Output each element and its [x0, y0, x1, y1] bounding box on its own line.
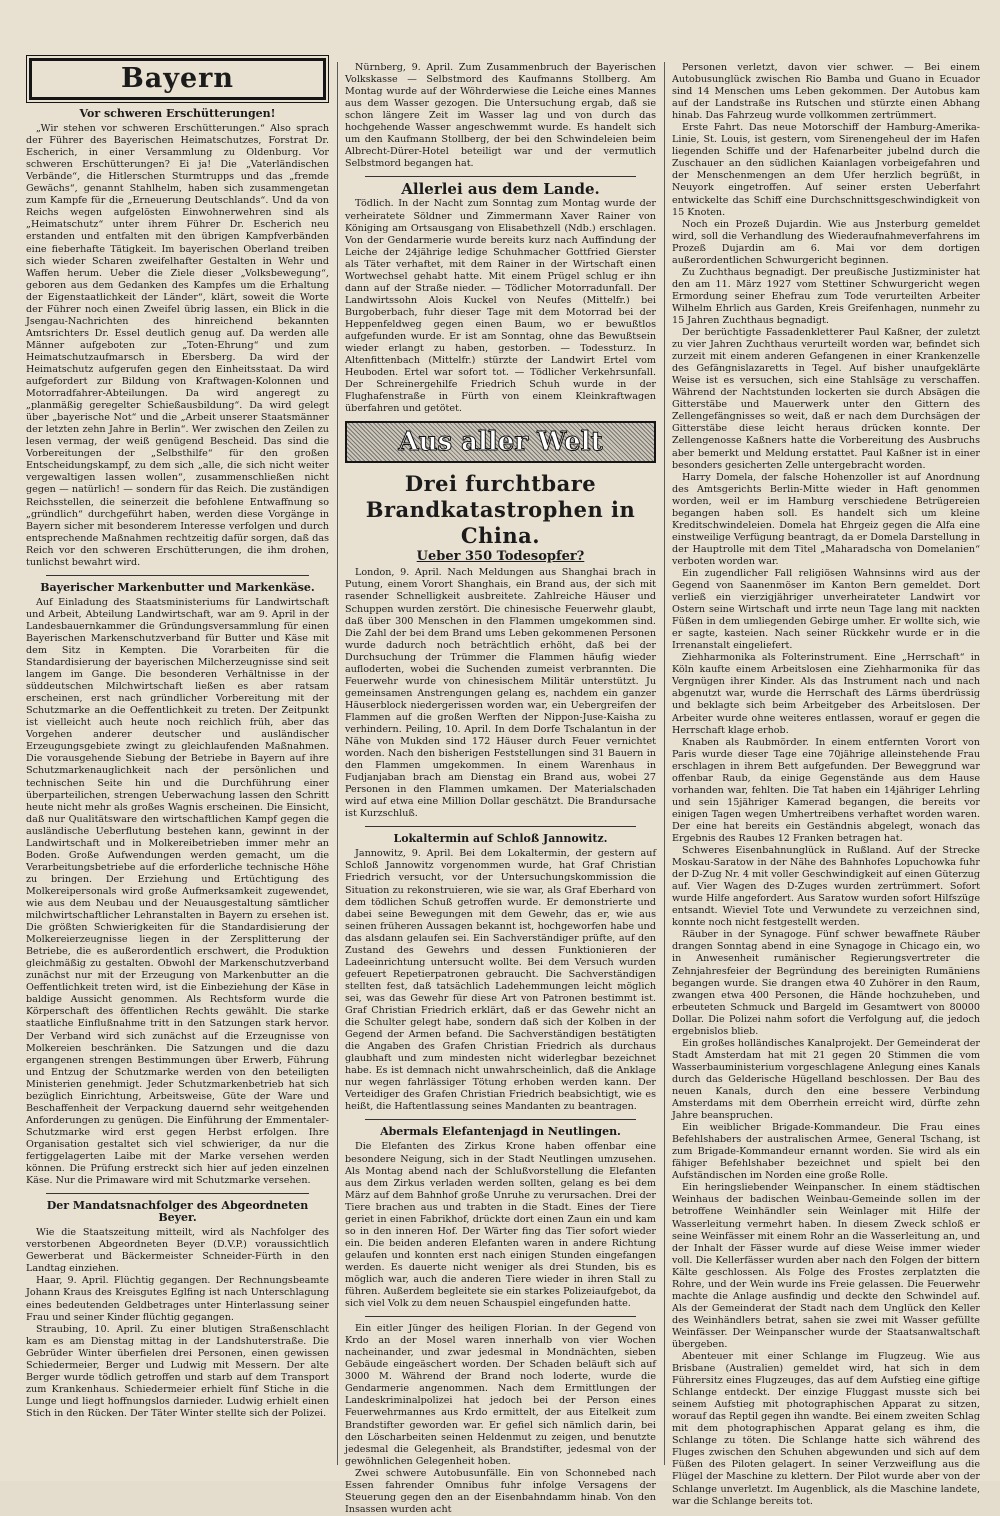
article-headline: Allerlei aus dem Lande.	[401, 180, 600, 199]
divider	[46, 1193, 309, 1194]
divider	[365, 1316, 636, 1317]
divider	[46, 575, 309, 576]
news-item: Nürnberg, 9. April. Zum Zusammenbruch der Bayerischen Volkskasse — Selbstmord des Kaufmanns Stollberg. Am Montag wurde auf der Wöhrderwiese die Leiche eines Mannes aus dem Wasser gezogen. Die Untersuchung ergab, daß sie schon längere Zeit im Wasser lag und von durch das hochgehende Wasser angeschwemmt wurde. Es handelt sich um den Kaufmann Stollberg, der bei den Schwindeleien beim Albrecht-Dürer-Hotel beteiligt war und der vermutlich Selbstmord begangen hat.	[345, 62, 656, 170]
divider	[365, 826, 636, 827]
article-body: Die Elefanten des Zirkus Krone haben offenbar eine besondere Neigung, sich in der Stadt Neutlingen umzusehen. Als Montag abend nach der Schlußvorstellung die Elefanten aus dem Zirkus verladen werden sollten, gelang es bei dem März auf dem Bahnhof große Unruhe zu verursachen. Drei der Tiere brachen aus und trabten in die Stadt. Eines der Tiere geriet in einen Fabrikhof, drückte dort einen Zaun ein und kam so in den inneren Hof. Der Wärter fing das Tier sofort wieder ein. Die beiden anderen Elefanten waren in andere Richtung gelaufen und konnten erst nach einigen Stunden eingefangen werden. Es dauerte nicht weniger als drei Stunden, bis es möglich war, auch die anderen Tiere wieder in ihren Stall zu führen. Außerdem begleitete sie ein starkes Polizeiaufgebot, da sich viel Volk zu dem neuen Schauspiel eingefunden hatte.	[345, 1141, 656, 1310]
news-item: Personen verletzt, davon vier schwer. — Bei einem Autobusunglück zwischen Rio Bamba und Guano in Ecuador sind 14 Menschen ums Leben gekommen. Der Autobus kam auf der Landstraße ins Rutschen und stürzte einen Abhang hinab. Das Fahrzeug wurde vollkommen zertrümmert.	[672, 62, 980, 122]
news-item: Haar, 9. April. Flüchtig gegangen. Der Rechnungsbeamte Johann Kraus des Kreisgutes Eglfing ist nach Unterschlagung eines bedeutenden Geldbetrages unter Hinterlassung seiner Frau und seiner Kinder flüchtig gegangen.	[26, 1275, 329, 1323]
sub-headline: Ueber 350 Todesopfer?	[416, 549, 585, 565]
news-item: Ein heringsliebender Weinpanscher. In einem städtischen Weinhaus der badischen Weinbau-Gemeinde sollen im der betroffene Weinhändler sein Weinlager mit Hilfe der Wasserleitung vermehrt haben. In diesem Zweck schloß er seine Weinfässer mit einem Rohr an die Wasserleitung an, und der Inhalt der Fässer wurde auf diese Weise immer wieder voll. Die Kellerfässer wurden aber nach den Folgen der bittern Kälte geschlossen. Als Folge des Frostes zerplatzten die Rohre, und der Wein wurde ins Freie gelassen. Die Feuerwehr machte die Anlage ausfindig und deckte den Schwindel auf. Als der Gemeinderat der Stadt nach dem Unglück den Keller des Weinhändlers betrat, sahen sie zwei mit Wasser gefüllte Weinfässer. Der Weinpanscher wurde der Staatsanwaltschaft übergeben.	[672, 1182, 980, 1350]
column-rule	[664, 62, 665, 1465]
article-body: „Wir stehen vor schweren Erschütterungen.“ Also sprach der Führer des Bayerischen Heimatschutzes, Forstrat Dr. Escherich, in einer Versammlung zu Oldenburg. Vor schweren Erschütterungen? Ei ja! Die „Vaterländischen Verbände“, die Hitlerschen Sturmtrupps und das „fremde Gewächs“, genannt Stahlhelm, haben sich zusammengetan zum Kampfe für die „Erneuerung Deutschlands“. Und da von Reichs wegen aufgelösten Einwohnerwehren sind als „Heimatschutz“ unter ihrem Führer Dr. Escherich neu erstanden und entfalten mit den übrigen Kampfverbänden eine fieberhafte Tätigkeit. Im bayerischen Oberland treiben sich wieder Scharen zweifelhafter Gestalten in Wehr und Waffen herum. Ueber die Ziele dieser „Volksbewegung“, geboren aus dem Gedanken des Kampfes um die Erhaltung der Eigenstaatlichkeit der Länder“, klärt, soweit die Worte der Führer noch einen Zweifel übrig lassen, ein Blick in die Jsengau-Nachrichten des hinreichend bekannten Amtsrichters Dr. Essel deutlich genug auf. Da werden alle Männer aufgeboten zur „Toten-Ehrung“ und zum Heimatschutzaufmarsch in Ebersberg. Da wird der Heimatschutz aufgerufen gegen den Einheitsstaat. Da wird aufgefordert zur Bildung von Kraftwagen-Kolonnen und Motorradfahrer-Abteilungen. Da wird angeregt zu „planmäßig geregelter Schießausbildung“. Da wird gelegt über „bayerische Not“ und die „Arbeit unserer Staatsmänner der letzten zehn Jahre in Berlin“. Wer zwischen den Zeilen zu lesen vermag, der weiß genügend Bescheid. Das sind die Vorbereitungen der „Selbsthilfe“ für den großen Entscheidungskampf, zu dem sich „alle, die sich nicht weiter vergewaltigen lassen wollen“, zusammenschließen nicht gegen — natürlich! — sondern für das Reich. Die zuständigen Reichsstellen, die seinerzeit die befohlene Entwaffnung so „gründlich“ durchgeführt haben, werden diese Vorgänge in Bayern sicher mit besonderem Interesse verfolgen und durch entsprechende Maßnahmen rechtzeitig dafür sorgen, daß das Reich vor den schweren Erschütterungen, die ihm drohen, tunlichst bewahrt wird.	[26, 123, 329, 568]
article-headline: Abermals Elefantenjagd in Neutlingen.	[380, 1125, 621, 1139]
article-body: London, 9. April. Nach Meldungen aus Shanghai brach in Putung, einem Vorort Shanghais, ein Brand aus, der sich mit rasender Schnelligkeit ausbreitete. Zahlreiche Häuser und Schuppen wurden zerstört. Die chinesische Feuerwehr glaubt, daß über 300 Menschen in den Flammen umgekommen sind. Die Zahl der bei dem Brand ums Leben gekommenen Personen wurde dadurch noch beträchtlich erhöht, daß bei der Durchsuchung der Trümmer die Flammen häufig wieder aufloderten, wobei die Suchenden zumeist verbrannten. Die Feuerwehr wurde von chinesischem Militär unterstützt. Ju gemeinsamen Anstrengungen gelang es, nachdem ein ganzer Häuserblock niedergerissen worden war, ein Uebergreifen der Flammen auf die großen Werften der Nippon-Juse-Kaisha zu verhindern. Peiling, 10. April. In dem Dorfe Tschalantun in der Nähe von Mukden sind 172 Häuser durch Feuer vernichtet worden. Nach den bisherigen Feststellungen sind 31 Bauern in den Flammen umgekommen. In einem Warenhaus in Fudjanjaban brach am Dienstag ein Brand aus, wobei 27 Personen in den Flammen umkamen. Der Materialschaden wird auf etwa eine Million Dollar geschätzt. Die Brandursache ist Kurzschluß.	[345, 567, 656, 820]
section-title-aus-aller-welt: Aus aller Welt	[345, 421, 656, 463]
news-item: Straubing, 10. April. Zu einer blutigen Straßenschlacht kam es am Dienstag mittag in der Landshuterstraße. Die Gebrüder Winter überfielen drei Personen, einen gewissen Schiedermeier, Berger und Ludwig mit Messern. Der alte Berger wurde tödlich getroffen und starb auf dem Transport zum Krankenhaus. Schiedermeier erhielt fünf Stiche in die Lunge und liegt hoffnungslos darnieder. Ludwig erhielt einen Stich in den Rücken. Der Täter Winter stellte sich der Polizei.	[26, 1323, 329, 1419]
news-item: Abenteuer mit einer Schlange im Flugzeug. Wie aus Brisbane (Australien) gemeldet wird, hat sich in dem Führersitz eines Flugzeuges, das auf dem Aufstieg eine giftige Schlange entdeckt. Der einzige Fluggast musste sich bei seinem Aufstieg mit photographischen Apparat zu sitzen, worauf das Reptil gegen ihn wandte. Bei einem zweiten Schlag mit dem photographischen Apparat gelang es ihm, die Schlange zu töten. Die Schlange hatte sich während des Fluges zwischen den Schuhen abgewunden und sich auf dem Füßen des Piloten gelagert. In seiner Verzweiflung aus die Flügel der Maschine zu klettern. Der Pilot wurde aber von der Schlange unverletzt. Im Augenblick, als die Maschine landete, war die Schlange bereits tot.	[672, 1351, 980, 1507]
news-item: Harry Domela, der falsche Hohenzoller ist auf Anordnung des Amtsgerichts Berlin-Mitte wieder in Haft genommen worden, weil er im Hamburg verschiedene Betrügereien begangen haben soll. Es handelt sich um kleine Kreditschwindeleien. Domela hat Ehrgeiz gegen die Alfa eine einstweilige Verfügung beantragt, da er Domela Darstellung in der Hauptrolle mit dem Titel „Maharadscha von Domelanien“ verboten worden war.	[672, 471, 980, 567]
article-body: Wie die Staatszeitung mitteilt, wird als Nachfolger des verstorbenen Abgeordneten Beyer (D.V.P.) voraussichtlich Gewerberat und Bäckermeister Schneider-Fürth in den Landtag einziehen.	[26, 1227, 329, 1275]
news-item: Zu Zuchthaus begnadigt. Der preußische Justizminister hat den am 11. März 1927 vom Stettiner Schwurgericht wegen Ermordung seiner Ehefrau zum Tode verurteilten Arbeiter Wilhelm Ehrlich aus Garden, Kreis Greifenhagen, nunmehr zu 15 Jahren Zuchthaus begnadigt.	[672, 266, 980, 326]
article-body: Jannowitz, 9. April. Bei dem Lokaltermin, der gestern auf Schloß Jannowitz vorgenommen wurde, hat Graf Christian Friedrich versucht, vor der Untersuchungskommission die Situation zu rekonstruieren, wie sie war, als Graf Eberhard von dem tödlichen Schuß getroffen wurde. Er demonstrierte und dabei seine Bewegungen mit dem Gewehr, das er, wie aus seinen früheren Aussagen bekannt ist, hochgeworfen habe und das alsdann gelaufen sei. Ein Sachverständiger prüfte, auf den Zustand des Gewehrs und dessen Funktionieren der Ladeeinrichtung untersucht wollte. Bei dem Versuch wurden gefeuert Repetierpatronen gebraucht. Die Sachverständigen stellten fest, daß tatsächlich Ladehemmungen leicht möglich sei, was das Gewehr für diese Art von Patronen bestimmt ist. Graf Christian Friedrich erklärt, daß er das Gewehr nicht an die Schulter gelegt habe, sondern daß sich der Kolben in der Gegend der Armen befand. Die Sachverständigen bestätigten die Angaben des Grafen Christian Friedrich als durchaus glaubhaft und zum mindesten nicht widerlegbar bezeichnet habe. Es ist demnach nicht unwahrscheinlich, daß die Anklage nur wegen fahrlässiger Tötung erhoben werden kann. Der Verteidiger des Grafen Christian Friedrich beabsichtigt, wie es heißt, die Haftentlassung seines Mandanten zu beantragen.	[345, 848, 656, 1113]
news-item: Zwei schwere Autobusunfälle. Ein von Schonnebed nach Essen fahrender Omnibus fuhr infolge Versagens der Steuerung gegen den an der Eisenbahndamm hinab. Von den Insassen wurden acht	[345, 1467, 656, 1515]
article-headline: Lokaltermin auf Schloß Jannowitz.	[393, 832, 608, 846]
news-item: Ein zugendlicher Fall religiösen Wahnsinns wird aus der Gegend von Saanenmöser im Kanton Bern gemeldet. Dort verließ ein vierzigjähriger unverheirateter Landwirt vor Ostern seine Wirtschaft und irrte neun Tage lang mit nackten Füßen in dem umliegenden Gebirge umher. Er wollte sich, wie er sagte, kasteien. Nach seiner Rückkehr wurde er in die Irrenanstalt eingeliefert.	[672, 567, 980, 652]
news-item: Ein weiblicher Brigade-Kommandeur. Die Frau eines Befehlshabers der australischen Armee, General Tschang, ist zum Brigade-Kommandeur ernannt worden. Sie wird als ein fähiger Befehlshaber bezeichnet und spielt bei den Aufständischen im Norden eine große Rolle.	[672, 1122, 980, 1182]
news-item: Ein großes holländisches Kanalprojekt. Der Gemeinderat der Stadt Amsterdam hat mit 21 gegen 20 Stimmen die vom Wasserbauministerium vorgeschlagene Anlegung eines Kanals durch das Gelderische Hügelland beschlossen. Der Bau des neuen Kanals, durch den eine bessere Verbindung Amsterdams mit dem Oberrhein erreicht wird, dürfte zehn Jahre beanspruchen.	[672, 1037, 980, 1122]
section-title-bayern: Bayern	[29, 58, 326, 100]
news-item: Der berüchtigte Fassadenkletterer Paul Kaßner, der zuletzt zu vier Jahren Zuchthaus verurteilt worden war, befindet sich zurzeit mit einem anderen Gefangenen in einer Krankenzelle des Gefängnislazaretts in Tegel. Auf bisher unaufgeklärte Weise ist es versuchen, sich eine Stahlsäge zu verschaffen. Während der Nachtstunden lockerten sie durch Absägen die Gitterstäbe und Mauerwerk unter den Gittern des Zellengefängnisses so weit, daß er nach dem Durchsägen der Gitterstäbe diese leicht heraus drücken konnte. Der Zellengenosse Kaßners hatte die Vorbereitung des Ausbruchs aber bemerkt und Meldung erstattet. Paul Kaßner ist in einer besonders gesicherten Zelle untergebracht worden.	[672, 327, 980, 471]
news-item: Räuber in der Synagoge. Fünf schwer bewaffnete Räuber drangen Sonntag abend in eine Synagoge in Chicago ein, wo in Anwesenheit rumänischer Regierungsvertreter die Zehnjahresfeier der Begründung des bereinigten Rumäniens begangen wurde. Sie drangen etwa 40 Zuhörer in den Raum, zwangen etwa 400 Personen, die Hände hochzuheben, und erbeuteten Schmuck und Bargeld im Gesamtwert von 80000 Dollar. Die Polizei nahm sofort die Verfolgung auf, die jedoch ergebnislos blieb.	[672, 929, 980, 1037]
article-body: Tödlich. In der Nacht zum Sonntag zum Montag wurde der verheiratete Söldner und Zimmermann Xaver Rainer von Königing am Ortsausgang von Elisabethzell (Ndb.) erschlagen. Von der Gendarmerie wurde bereits kurz nach Auffindung der Leiche der 24jährige ledige Schuhmacher Gottfried Gierster als Täter verhaftet, mit dem Rainer in der Wirtschaft einen Wortwechsel gehabt hatte. Mit einem Prügel schlug er ihn dann auf der Straße nieder. — Tödlicher Motorradunfall. Der Landwirtssohn Alois Kuckel von Neufes (Mittelfr.) bei Burgoberbach, fuhr dieser Tage mit dem Motorrad bei der Heppenfeldweg gegen einen Baum, wo er bewußtlos aufgefunden wurde. Er ist am Sonntag, ohne das Bewußtsein wieder erlangt zu haben, gestorben. — Todessturz. In Altenfittenbach (Mittelfr.) stürzte der Landwirt Ertel vom Heuboden. Ertel war sofort tot. — Tödlicher Verkehrsunfall. Der Schreinergehilfe Friedrich Schuh wurde in der Flughafenstraße in Fürth von einem Kleinkraftwagen überfahren und getötet.	[345, 198, 656, 415]
article-headline: Bayerischer Markenbutter und Markenkäse.	[40, 580, 315, 594]
news-item: Schweres Eisenbahnunglück in Rußland. Auf der Strecke Moskau-Saratow in der Nähe des Bahnhofes Lopuchowka fuhr der D-Zug Nr. 4 mit voller Geschwindigkeit auf einen Güterzug auf. Vier Wagen des D-Zuges wurden zertrümmert. Sofort wurde Hilfe angefordert. Aus Saratow wurden sofort Hilfszüge entsandt. Wieviel Tote und Verwundete zu verzeichnen sind, konnte noch nicht festgestellt werden.	[672, 845, 980, 929]
main-headline: Drei furchtbare Brandkatastrophen in China.	[365, 471, 636, 549]
column-2	[345, 62, 656, 1515]
column-1	[26, 52, 329, 1469]
news-item: Ein eitler Jünger des heiligen Florian. In der Gegend von Krdo an der Mosel waren innerhalb von vier Wochen nacheinander, und zwar jedesmal in Mondnächten, sieben Gebäude eingeäschert worden. Der Schaden beläuft sich auf 3000 M. Während der Brand noch loderte, wurde die Gendarmerie angenommen. Nach dem Ermittlungen der Landeskriminalpolizei hat jedoch bei der Person eines Feuerwehrmannes aus Krdo ermittelt, der aus Eitelkeit zum Brandstifter geworden war. Er gefiel sich nämlich darin, bei den Löscharbeiten seinen Heldenmut zu zeigen, und benutzte jedesmal die Gelegenheit, als Brandstifter, jedesmal von der gewöhnlichen Gelegenheit hoben.	[345, 1323, 656, 1467]
article-headline: Vor schweren Erschütterungen!	[79, 107, 276, 120]
article-headline: Der Mandatsnachfolger des Abgeordneten Beyer.	[46, 1199, 309, 1225]
news-item: Ziehharmonika als Folterinstrument. Eine „Herrschaft“ in Köln kaufte einem Arbeitslosen eine Ziehharmonika für das Vergnügen ihrer Kinder. Als das Instrument nach und nach abgenutzt war, wurde die Herrschaft des Lärms überdrüssig und beklagte sich beim Arbeitgeber des Arbeitslosen. Der Arbeiter wurde ohne weiteres entlassen, worauf er gegen die Herrschaft klage erhob.	[672, 652, 980, 736]
divider	[365, 1119, 636, 1120]
divider	[365, 176, 636, 177]
news-item: Noch ein Prozeß Dujardin. Wie aus Jnsterburg gemeldet wird, soll die Verhandlung des Wiederaufnahmeverfahrens im Prozeß Dujardin am 6. Mai vor dem dortigen außerordentlichen Schwurgericht beginnen.	[672, 218, 980, 266]
column-3	[672, 62, 980, 1507]
news-item: Knaben als Raubmörder. In einem entfernten Vorort von Paris wurde dieser Tage eine 70jährige alleinstehende Frau erschlagen in ihrem Bett aufgefunden. Der Beweggrund war offenbar Raub, da einige Gegenstände aus dem Hause vorhanden war, fehlten. Die Tat haben ein 14jähriger Lehrling und sein 15jähriger Kamerad begangen, die bereits vor einigen Tagen wegen Umhertreibens verhaftet worden waren. Der eine hat bereits ein Geständnis abgelegt, wonach das Ergebnis des Raubes 12 Franken betragen hat.	[672, 736, 980, 844]
column-rule	[337, 62, 338, 1465]
news-item: Erste Fahrt. Das neue Motorschiff der Hamburg-Amerika-Linie, St. Louis, ist gestern, vom Sirenengeheul der im Hafen liegenden Schiffe und der Hafenarbeiter jubelnd durch die Zuschauer an den südlichen Kaianlagen vorbeigefahren und der Menschenmengen an dem Ufer herzlich begrüßt, in Neuyork eingetroffen. Auf seiner ersten Ueberfahrt entwickelte das Schiff eine Durchschnittsgeschwindigkeit von 15 Knoten.	[672, 122, 980, 218]
article-body: Auf Einladung des Staatsministeriums für Landwirtschaft und Arbeit, Abteilung Landwirtschaft, war am 9. April in der Landesbauernkammer die Gründungsversammlung für einen Bayerischen Markenschutzverband für Butter und Käse mit dem Sitz in Kempten. Die Vorarbeiten für die Standardisierung der bayerischen Milcherzeugnisse sind seit langem im Gange. Die besonderen Verhältnisse in der süddeutschen Milchwirtschaft ließen es aber ratsam erscheinen, erst nach gründlicher Vorbereitung mit der Schutzmarke an die Oeffentlichkeit zu treten. Der Zeitpunkt ist vielleicht auch heute noch reichlich früh, aber das Vorgehen anderer deutscher und ausländischer Erzeugungsgebiete zwingt zu gleichlaufenden Maßnahmen. Die vorausgehende Siebung der Betriebe in Bayern auf ihre Schutzmarkenauglichkeit nach der persönlichen und technischen Seite hin und die Durchführung einer überparteilichen, strengen Ueberwachung lassen den Schritt heute nicht mehr als großes Wagnis erscheinen. Die Einsicht, daß nur Qualitätsware den wirtschaftlichen Kampf gegen die ausländische Ueberflutung bestehen kann, gewinnt in der Landwirtschaft und in Molkereibetrieben immer mehr an Boden. Große Aufwendungen werden gemacht, um die Verarbeitungsbetriebe auf die erforderliche technische Höhe zu bringen. Der Erziehung und Ertüchtigung des Molkereipersonals wird große Aufmerksamkeit zugewendet, wie aus dem Neubau und der Neuausgestaltung sämtlicher milchwirtschaftlicher Lehranstalten in Bayern zu ersehen ist. Die größten Schwierigkeiten für die Standardisierung der Molkereierzeugnisse liegen in der Zersplitterung der Betriebe, die es außerordentlich erschwert, die Produktion gleichmäßig zu gestalten. Obwohl der Markenschutzverband zunächst nur mit der Erzeugung von Markenbutter an die Oeffentlichkeit treten wird, ist die Einbeziehung der Käse in baldige Aussicht genommen. Als Rechtsform wurde die Körperschaft des öffentlichen Rechts gewählt. Die starke staatliche Einflußnahme tritt in den Satzungen stark hervor. Der Verband wird sich zunächst auf die Erzeugnisse von Molkereien beschränken. Die Satzungen und die dazu ergangenen strengen Bestimmungen über Erwerb, Führung und Entzug der Schutzmarke werden von den beteiligten Ministerien genehmigt. Jeder Schutzmarkenbetrieb hat sich bezüglich Einrichtung, Arbeitsweise, Güte der Ware und Beschaffenheit der Verpackung dauernd sehr weitgehenden Anforderungen zu genügen. Die Einführung der Emmentaler-Schutzmarke wird erst gegen Herbst erfolgen. Ihre Organisation gestaltet sich viel schwieriger, da nur die fertiggelagerten Laibe mit der Marke versehen werden können. Die Prüfung erstreckt sich hier auf jeden einzelnen Käse. Nur die Primaware wird mit Schutzmarke versehen.	[26, 596, 329, 1187]
